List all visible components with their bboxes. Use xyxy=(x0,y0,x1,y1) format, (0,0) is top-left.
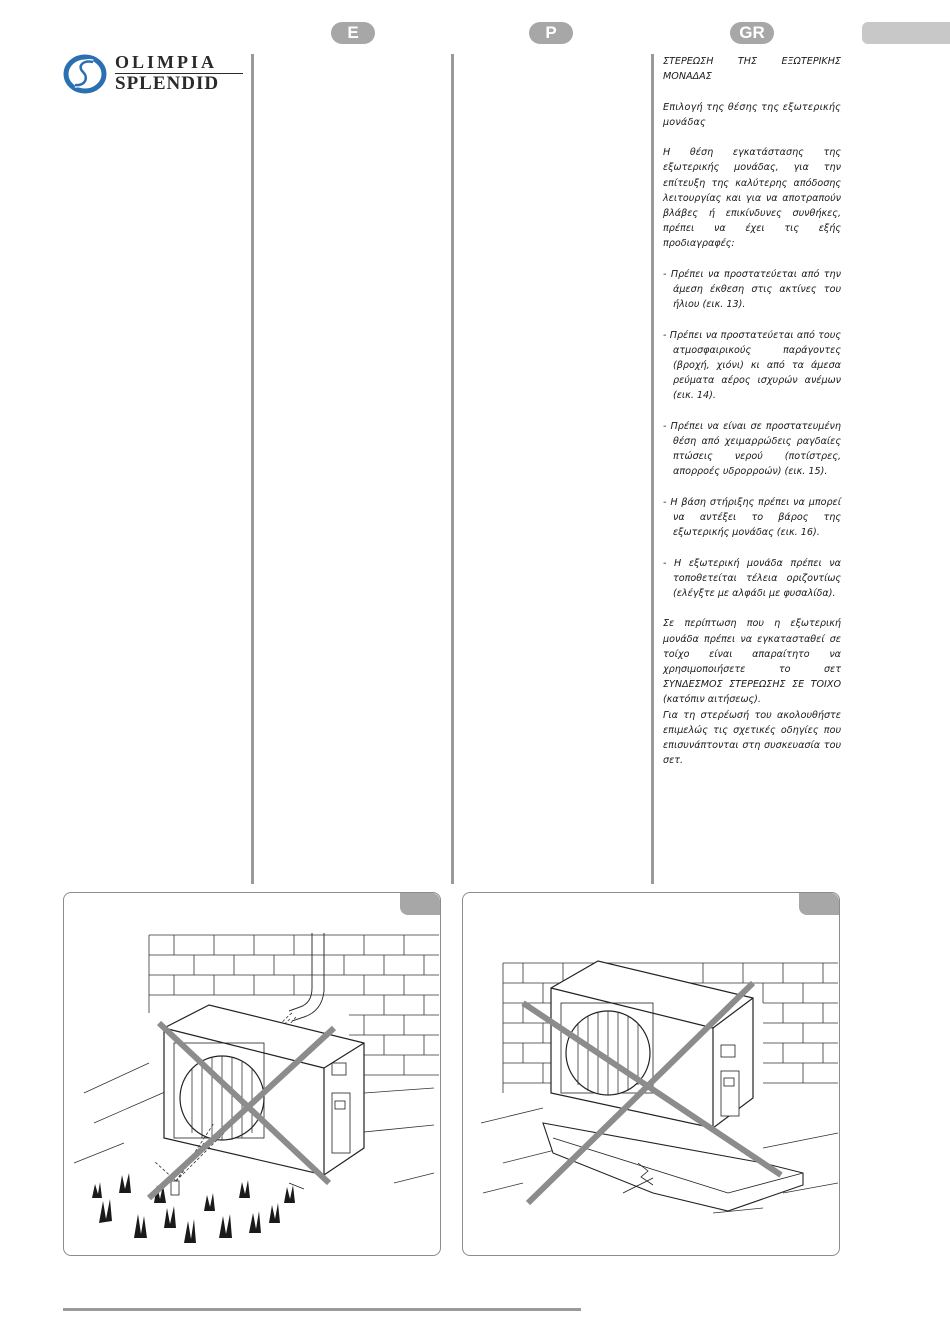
language-tab-e: E xyxy=(331,22,375,44)
section-title: ΣΤΕΡΕΩΣΗ ΤΗΣ ΕΞΩΤΕΡΙΚΗΣ ΜΟΝΑΔΑΣ xyxy=(663,56,841,83)
requirement-item: - Πρέπει να είναι σε προστατευμένη θέση από χειμαρρώδεις ραγδαίες πτώσεις νερού (ποτίστρες, απορροές υδρορροών) (εικ. 15). xyxy=(663,420,841,478)
figure-unstable-base xyxy=(462,892,840,1256)
logo-line-1: OLIMPIA xyxy=(115,52,217,72)
requirement-item: - Η βάση στήριξης πρέπει να μπορεί να αντέξει το βάρος της εξωτερικής μονάδας (εικ. 16). xyxy=(663,496,841,539)
outdoor-unit-water-exposure-illustration-icon xyxy=(64,893,440,1255)
language-tab-p: P xyxy=(529,22,573,44)
outdoor-unit-unstable-base-illustration-icon xyxy=(463,893,839,1255)
requirement-item: - Πρέπει να προστατεύεται από την άμεση έκθεση στις ακτίνες του ήλιου (εικ. 13). xyxy=(663,268,841,311)
logo-line-2: SPLENDID xyxy=(115,73,220,94)
footer-rule xyxy=(63,1308,581,1311)
figure-water-exposure xyxy=(63,892,441,1256)
kit-instructions-paragraph: Για τη στερέωσή του ακολουθήστε επιμελώς τις σχετικές οδηγίες που επισυνάπτονται στη συσκευασία του σετ. xyxy=(663,709,841,767)
logo-mark-icon xyxy=(63,54,113,94)
intro-paragraph: Η θέση εγκατάστασης της εξωτερικής μονάδας, για την επίτευξη της καλύτερης απόδοσης λειτουργίας και για να αποτραπούν βλάβες ή επικίνδυνες συνθήκες, πρέπει να έχει τις εξής προδιαγραφές: xyxy=(663,147,841,250)
column-divider-2 xyxy=(451,54,454,884)
column-divider-3 xyxy=(651,54,654,884)
language-tab-gr: GR xyxy=(730,22,774,44)
greek-text-column xyxy=(663,54,841,768)
olimpia-splendid-logo xyxy=(63,54,245,94)
section-subtitle: Επιλογή της θέσης της εξωτερικής μονάδας xyxy=(663,101,841,128)
page-side-tab xyxy=(862,22,950,44)
wall-mount-paragraph: Σε περίπτωση που η εξωτερική μονάδα πρέπει να εγκατασταθεί σε τοίχο είναι απαραίτητο να χρησιμοποιήσετε το σετ ΣΥΝΔΕΣΜΟΣ ΣΤΕΡΕΩΣΗΣ ΣΕ ΤΟΙΧΟ (κατόπιν αιτήσεως). xyxy=(663,618,841,706)
requirement-item: - Πρέπει να προστατεύεται από τους ατμοσφαιρικούς παράγοντες (βροχή, χιόνι) κι από τα άμεσα ρεύματα αέρος ισχυρών ανέμων (εικ. 14). xyxy=(663,329,841,402)
requirement-item: - Η εξωτερική μονάδα πρέπει να τοποθετείται τέλεια οριζοντίως (ελέγξτε με αλφάδι με φυσαλίδα). xyxy=(663,557,841,599)
column-divider-1 xyxy=(251,54,254,884)
